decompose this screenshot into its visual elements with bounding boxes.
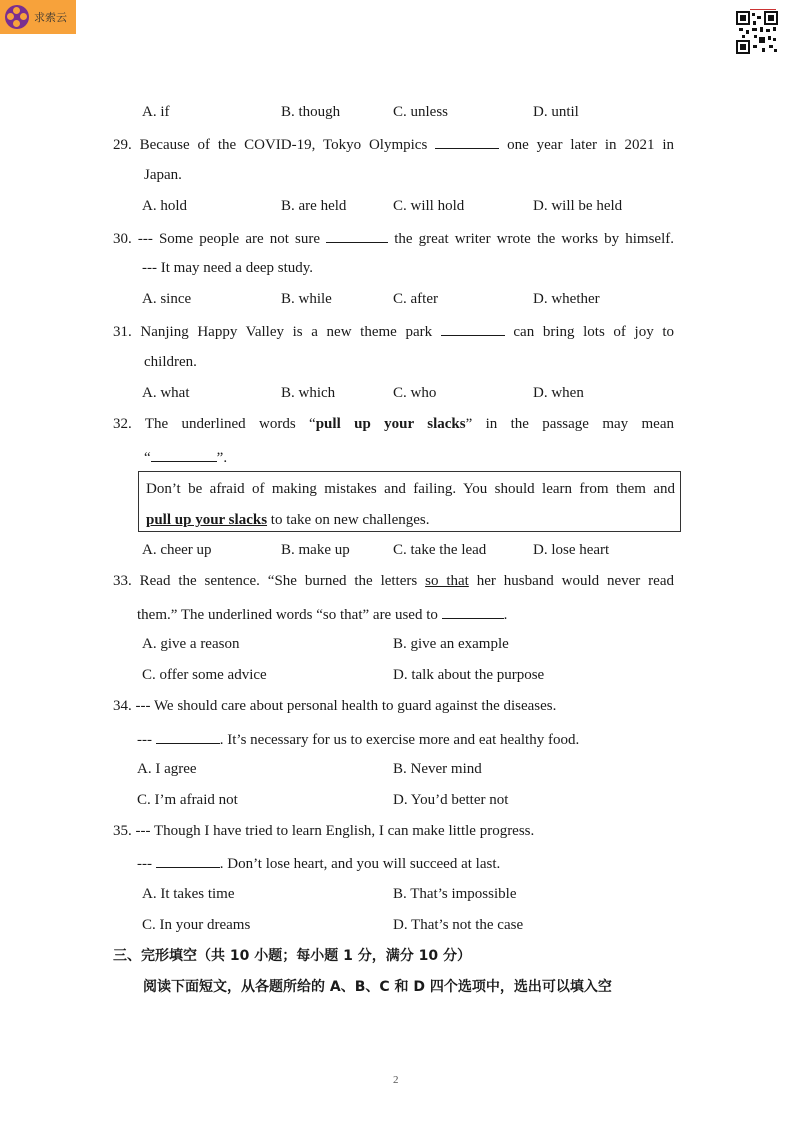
q29-stem: 29. Because of the COVID-19, Tokyo Olympics one year later in 2021 in [113, 134, 674, 154]
qr-code-icon [736, 8, 778, 54]
q34-option-b: B. Never mind [393, 761, 482, 777]
q31-stem-cont: children. [144, 354, 197, 370]
q29-option-a: A. hold [142, 198, 187, 214]
q30-option-b: B. while [281, 291, 332, 307]
q35-option-a: A. It takes time [142, 886, 235, 902]
q28-option-c: C. unless [393, 104, 449, 120]
section-heading: 三、完形填空（共 10 小题；每小题 1 分，满分 10 分） [113, 948, 471, 964]
q31-option-a: A. what [142, 385, 190, 401]
q35-stem: 35. --- Though I have tried to learn English, I can make little progress. [113, 823, 535, 839]
q33-option-b: B. give an example [393, 636, 509, 652]
q29-stem-cont: Japan. [144, 167, 182, 183]
underlined-phrase: pull up your slacks [146, 512, 268, 528]
q35-option-d: D. That’s not the case [393, 917, 524, 933]
q30-option-a: A. since [142, 291, 192, 307]
q28-option-b: B. though [281, 104, 341, 120]
answer-blank [441, 321, 505, 336]
q32-stem-cont: “ ”. [144, 447, 227, 467]
q34-option-d: D. You’d better not [393, 792, 509, 808]
q31-stem: 31. Nanjing Happy Valley is a new theme park can bring lots of joy to [113, 321, 674, 341]
q35-option-b: B. That’s impossible [393, 886, 517, 902]
brand-logo [0, 0, 76, 34]
q30-option-d: D. whether [533, 291, 600, 307]
q30-reply: --- It may need a deep study. [142, 260, 314, 276]
q32-stem: 32. The underlined words “pull up your slacks” in the passage may mean [113, 416, 674, 432]
q33-option-a: A. give a reason [142, 636, 240, 652]
q33-option-c: C. offer some advice [142, 667, 267, 683]
answer-blank [156, 853, 220, 868]
q28-option-d: D. until [533, 104, 579, 120]
q34-reply: --- . It’s necessary for us to exercise more and eat healthy food. [137, 729, 579, 749]
passage-line-2: pull up your slacks to take on new challenges. [146, 512, 430, 528]
q28-option-a: A. if [142, 104, 170, 120]
answer-blank [442, 604, 504, 619]
section-instruction: 阅读下面短文，从各题所给的 A、B、C 和 D 四个选项中，选出可以填入空 [143, 979, 612, 995]
q34-option-a: A. I agree [137, 761, 197, 777]
q33-option-d: D. talk about the purpose [393, 667, 545, 683]
answer-blank [326, 228, 388, 243]
q32-option-d: D. lose heart [533, 542, 610, 558]
q31-option-b: B. which [281, 385, 336, 401]
q32-option-a: A. cheer up [142, 542, 212, 558]
q31-option-c: C. who [393, 385, 437, 401]
q34-stem: 34. --- We should care about personal health to guard against the diseases. [113, 698, 557, 714]
page-number: 2 [393, 1074, 399, 1086]
q29-option-c: C. will hold [393, 198, 465, 214]
q30-option-c: C. after [393, 291, 438, 307]
q29-option-b: B. are held [281, 198, 347, 214]
q35-option-c: C. In your dreams [142, 917, 251, 933]
q30-stem: 30. --- Some people are not sure the great writer wrote the works by himself. [113, 228, 674, 248]
q32-option-c: C. take the lead [393, 542, 487, 558]
q32-option-b: B. make up [281, 542, 350, 558]
answer-blank [151, 447, 217, 462]
q31-option-d: D. when [533, 385, 584, 401]
q35-reply: --- . Don’t lose heart, and you will succeed at last. [137, 853, 500, 873]
answer-blank [435, 134, 499, 149]
passage-line-1: Don’t be afraid of making mistakes and failing. You should learn from them and [146, 481, 675, 497]
answer-blank [156, 729, 220, 744]
clover-logo-icon [5, 5, 29, 29]
q33-stem: 33. Read the sentence. “She burned the letters so that her husband would never read [113, 573, 674, 589]
q29-option-d: D. will be held [533, 198, 623, 214]
q32-passage-box [138, 471, 681, 532]
q34-option-c: C. I’m afraid not [137, 792, 238, 808]
q33-stem-cont: them.” The underlined words “so that” are used to . [137, 604, 507, 624]
logo-text: 求索云 [34, 11, 67, 24]
